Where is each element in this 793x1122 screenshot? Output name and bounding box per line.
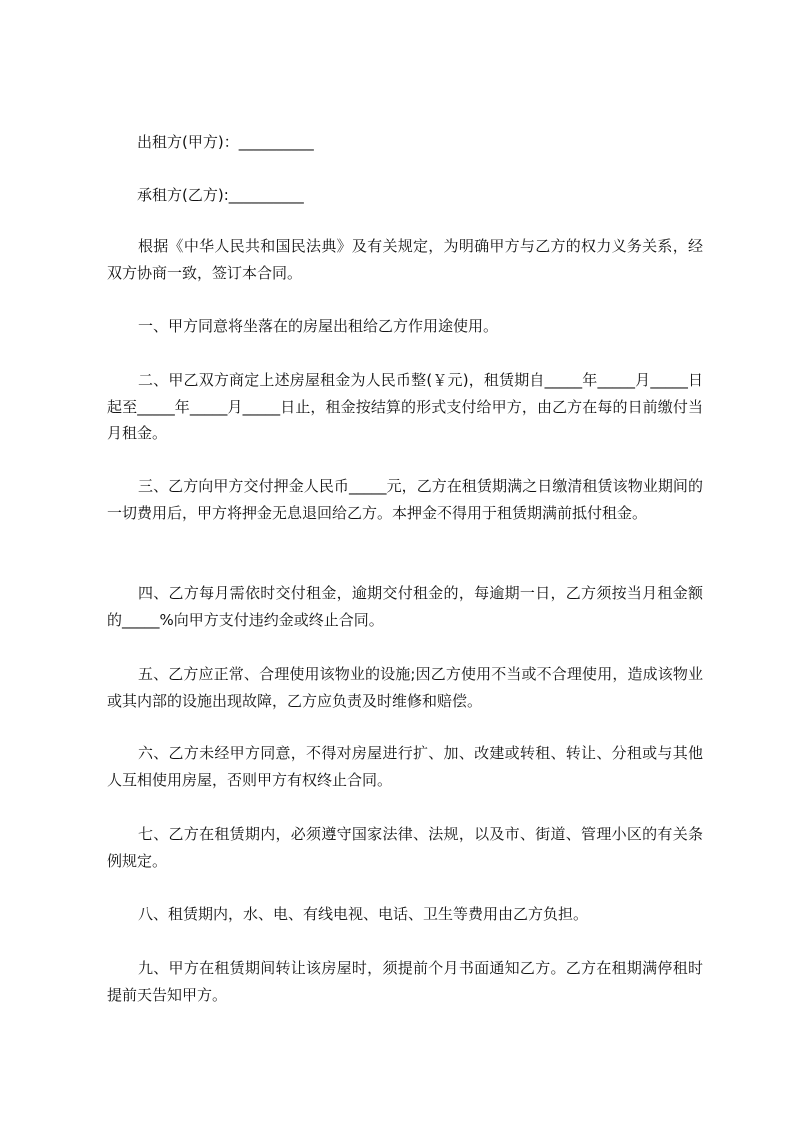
lessor-line: 出租方(甲方)：__________ (137, 133, 314, 151)
clause-4: 四、乙方每月需依时交付租金，逾期交付租金的，每逾期一日，乙方须按当月租金额的_____%向甲方支付违约金或终止合同。 (107, 584, 703, 629)
clause-6: 六、乙方未经甲方同意，不得对房屋进行扩、加、改建或转租、转让、分租或与其他人互相使用房屋，否则甲方有权终止合同。 (107, 744, 703, 789)
preamble-paragraph: 根据《中华人民共和国民法典》及有关规定，为明确甲方与乙方的权力义务关系，经双方协商一致，签订本合同。 (107, 237, 703, 282)
lessee-line: 承租方(乙方):__________ (137, 186, 304, 204)
clause-9: 九、甲方在租赁期间转让该房屋时，须提前个月书面通知乙方。乙方在租期满停租时提前天告知甲方。 (107, 959, 703, 1004)
clause-2: 二、甲乙双方商定上述房屋租金为人民币整(￥元)，租赁期自_____年_____月_____日起至_____年_____月_____日止，租金按结算的形式支付给甲方，由乙方在每的日前缴付当月租金。 (107, 371, 703, 442)
clause-5: 五、乙方应正常、合理使用该物业的设施;因乙方使用不当或不合理使用，造成该物业或其内部的设施出现故障，乙方应负责及时维修和赔偿。 (107, 665, 703, 710)
clause-1: 一、甲方同意将坐落在的房屋出租给乙方作用途使用。 (138, 317, 499, 335)
clause-3: 三、乙方向甲方交付押金人民币_____元，乙方在租赁期满之日缴清租赁该物业期间的一切费用后，甲方将押金无息退回给乙方。本押金不得用于租赁期满前抵付租金。 (107, 477, 703, 522)
clause-7: 七、乙方在租赁期内，必须遵守国家法律、法规，以及市、街道、管理小区的有关条例规定。 (107, 825, 703, 870)
clause-8: 八、租赁期内，水、电、有线电视、电话、卫生等费用由乙方负担。 (138, 905, 589, 923)
